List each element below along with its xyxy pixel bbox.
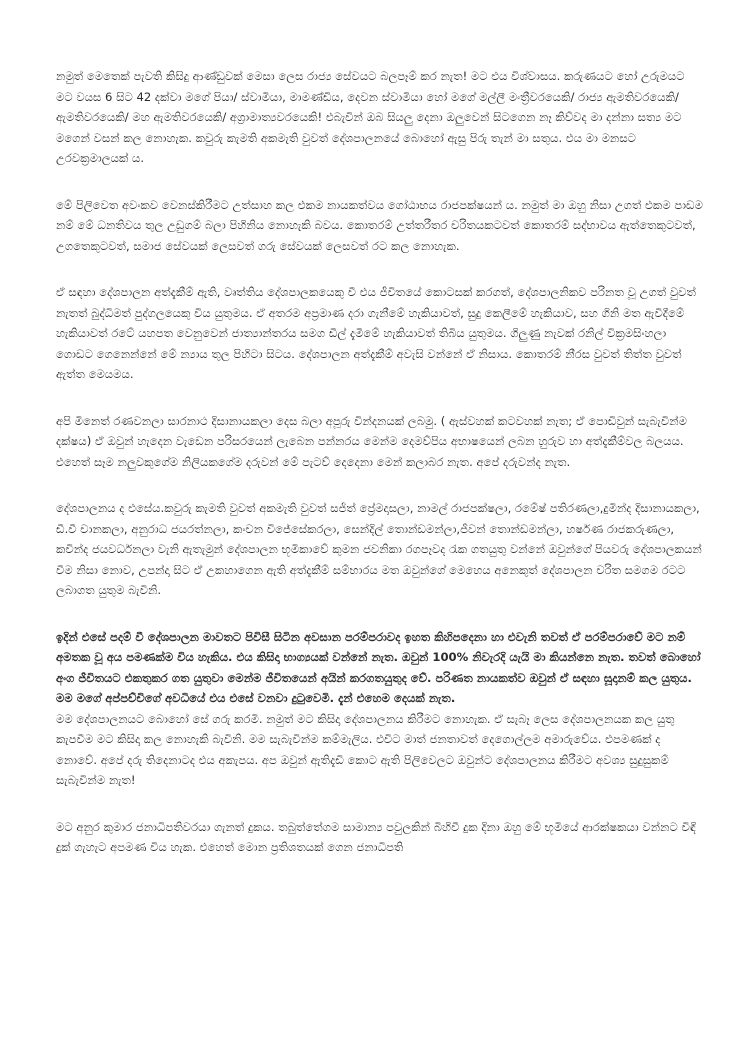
paragraph-leadership: මේ පිලිවෙත අවංකව වෙනස්කිරීමට උත්සාහ කල එකම නායකත්වය ගෝඨාභය රාජපක්ෂයන් ය. නමුත් මා ඔහු නිසා උගත් එකම පාඩම නම් මේ ධනතිවය තුල උඩුගම් බලා පිහිනිය නොහැකි බවය. කොතරම් උත්තරීතර චරිතයකටවත් කොතරම් සද්භාවය ඇත්තෙකුටවත්, උගතෙකුටවත්, සමාජ සේවයක් ලෙසවත් ගරු සේවයක් ලෙසවත් රට කල නොහැක. [56, 197, 703, 253]
paragraph-public-service: නමුත් මෙතෙක් පැවති කිසිදු ආණ්ඩුවක් මෙසා ලෙස රාජ්‍ය සේවයට බලපෑම් කර නැත! මට එය විශ්වාසය. කරුණයට හෝ උරුමයට මට වයස 6 සිට 42 දක්වා මගේ පියා/ ස්වාමියා, මාමණ්ඩිය, දෙවන ස්වාමියා හෝ මගේ මල්ලී මංත්‍රීවරයෙකි/ රාජ්‍ය ඇමතිවරයෙකි/ ඇමතිවරයෙකි/ මහ ඇමතිවරයෙකි/ අග්‍රාමාත්‍යවරයෙකි! එබැවින් ඔබ සියලු දෙනා ඔලුවෙන් සිටගෙන නෑ කිව්වද මා දන්නා සත්‍ය මට මගෙන් වසන් කල නොහැක. කවුරු කැමති අකමැති වුවත් දේශපාලනයේ බොහෝ ඇසු පිරු තැන් මා සතුය. එය මා මනසට උරවක්‍රමාලයක් ය. [56, 69, 685, 165]
paragraph-last-generation: ඉදින් එසේ පදම් වී දේශපාලන මාවතට පිවිසී සිටින අවසාන පරම්පරාවද ඉහත කිහිපදෙනා හා එවැනි තවත් ඒ පරම්පරාවේ මට නම් අමතක වූ අය පමණක්ම විය හැකිය. එය කිසිදා භාග්‍යයක් වන්නේ නැත. ඔවුන් 100% නිවැරදි යැයි මා කියන්නෙ නැත. තවත් බොහෝ අංග ජීවිතයට එකතුකර ගත යුතුවා මෙන්ම ජීවිතයෙන් අයින් කරගතයුතුද වේ. පරිණත නායකත්ව ඔවුන් ඒ සඳහා සූදානම් කල යුතුය. මම මගේ අප්පච්චිගේ අවධියේ එය එසේ වනවා දුටුවෙමි. දැන් එහෙම දෙයක් නැත. [56, 629, 701, 705]
paragraph-political-experience: ඒ සඳහා දේශපාලන අත්දැකීම් ඇති, වෘත්තිය දේශපාලකයෙකු වී එය ජීවිතයේ කොටසක් කරගත්, දේශපාලනිකව පරිනත වූ උගත් වුවත් නැතත් බුද්ධිමත් පුද්ගලයෙකු විය යුතුමය. ඒ අතරම අප්‍රමාණ දරා ගැනීමේ හැකියාවත්, සුදු කෙලීමේ හැකියාව, සහ ගිනි මත ඇවිදීමේ හැකියාවත් රටේ යහපත වෙනුවෙන් ජාත්‍යාන්තරය සමග ඩීල් දැමීමේ හැකියාවත් තිබිය යුතුමය. ගිලුණු නැවක් රනිල් වික්‍රමසිංහලා ගොඩට ගෙනෙන්නේ මේ න්‍යාය තුල පිහිටා සිටය. දේශපාලන අත්දැකීම් අවැසි වන්නේ ඒ නිසාය. කොතරම් නීරස වුවත් තිත්ත වුවත් ඇත්ත මෙයමය. [56, 285, 696, 381]
article-body [56, 66, 704, 1051]
paragraph-political-families: දේශපාලනය ද එසේය.කවුරු කැමති වුවත් අකමැති වුවත් සජිත් ප්‍රේමදාසලා, නාමල් රාජපක්ෂලා, රමේෂ් පතිරණලා,දුමින්ද දිසානායකලා, ඩී.වී චානකලා, අනුරාධ ජයරත්නලා, කංචන විජේසේකරලා, සෙන්දිල් තොන්ඩමන්ලා,ජීවන් තොන්ඩමන්ලා, හර්ෂණ රාජකරුණලා, කවින්ද ජයවර්ධනලා වැනි ඇතැමුන් දේශපාලන භූමිකාවේ කුමන ජවනිකා රගපෑවද රැක ගතයුතු වන්නේ ඔවුන්ගේ පියවරු දේශපාලකයන් වීම නිසා නොව, උපන්දා සිට ඒ උකහාගෙන ඇති අත්දැකීම් සම්භාරය මත ඔවුන්ගේ මෙහෙය අනෙකුත් දේශපාලන චරිත සමගම රටට ලබාගත යුතුම බැවිනි. [56, 501, 702, 597]
paragraph-personal-view: මම දේශපාලනයට බොහෝ සේ ගරු කරමි. නමුත් මට කිසිදා දේශපාලනය කිරීමට නොහැක. ඒ සැබෑ ලෙස දේශපාලනයක කල යුතු කැපවීම මට කිසිදා කල නොහැකි බැවිනි. මම සැබැවින්ම කම්මැලිය. එවිට මාත් ජනතාවත් දෙගොල්ලම අමාරුවේය. එපමණක් ද නොවේ. අපේ දරු තිදෙනාටද එය අකැපය. අප ඔවුන් ඇතිදැඩි කොට ඇති පිලිවෙලට ඔවුන්ට දේශපාලනය කිරීමට අවශ්‍ය සුදුසුකම් සැබැවින්ම නැත! [56, 711, 675, 787]
paragraph-president: මට අනුර කුමාර ජනාධිපතිවරයා ගැනත් දුකය. තබුත්තේගම සාමාන්‍ය පවුලකින් බිහිවී දුක දිනා ඔහු මේ භූමියේ ආරක්ෂකයා වන්නට විඳි දුක් ගැහැට අපමණ විය හැක. එහෙත් මොන ප්‍රතිශතයක් ගෙන ජනාධිපති [56, 819, 696, 854]
paragraph-children-talent: අපි මිනෙත් රණවනලා සාරනාථ දිසානායකලා දෙස බලා අපූරු වින්දනයක් ලබමු. ( ඇස්වහක් කටවහක් නැත; ඒ පොඩිවුන් සැබැවින්ම දක්ෂය) ඒ ඔවුන් හැදෙන වැඩෙන පරිසරයෙන් ලැබෙන පන්නරය මෙන්ම දෙමව්පිය අභාෂයෙන් ලබන හුරුව හා අත්දැකීම්වල බලයය. එහෙත් සෑම නලුවකුගේම නිලියකගේම දරුවන් මේ පැටව් දෙදෙනා මෙන් කලාබර නැත. අපේ දරුවන්ද නැත. [56, 413, 687, 469]
